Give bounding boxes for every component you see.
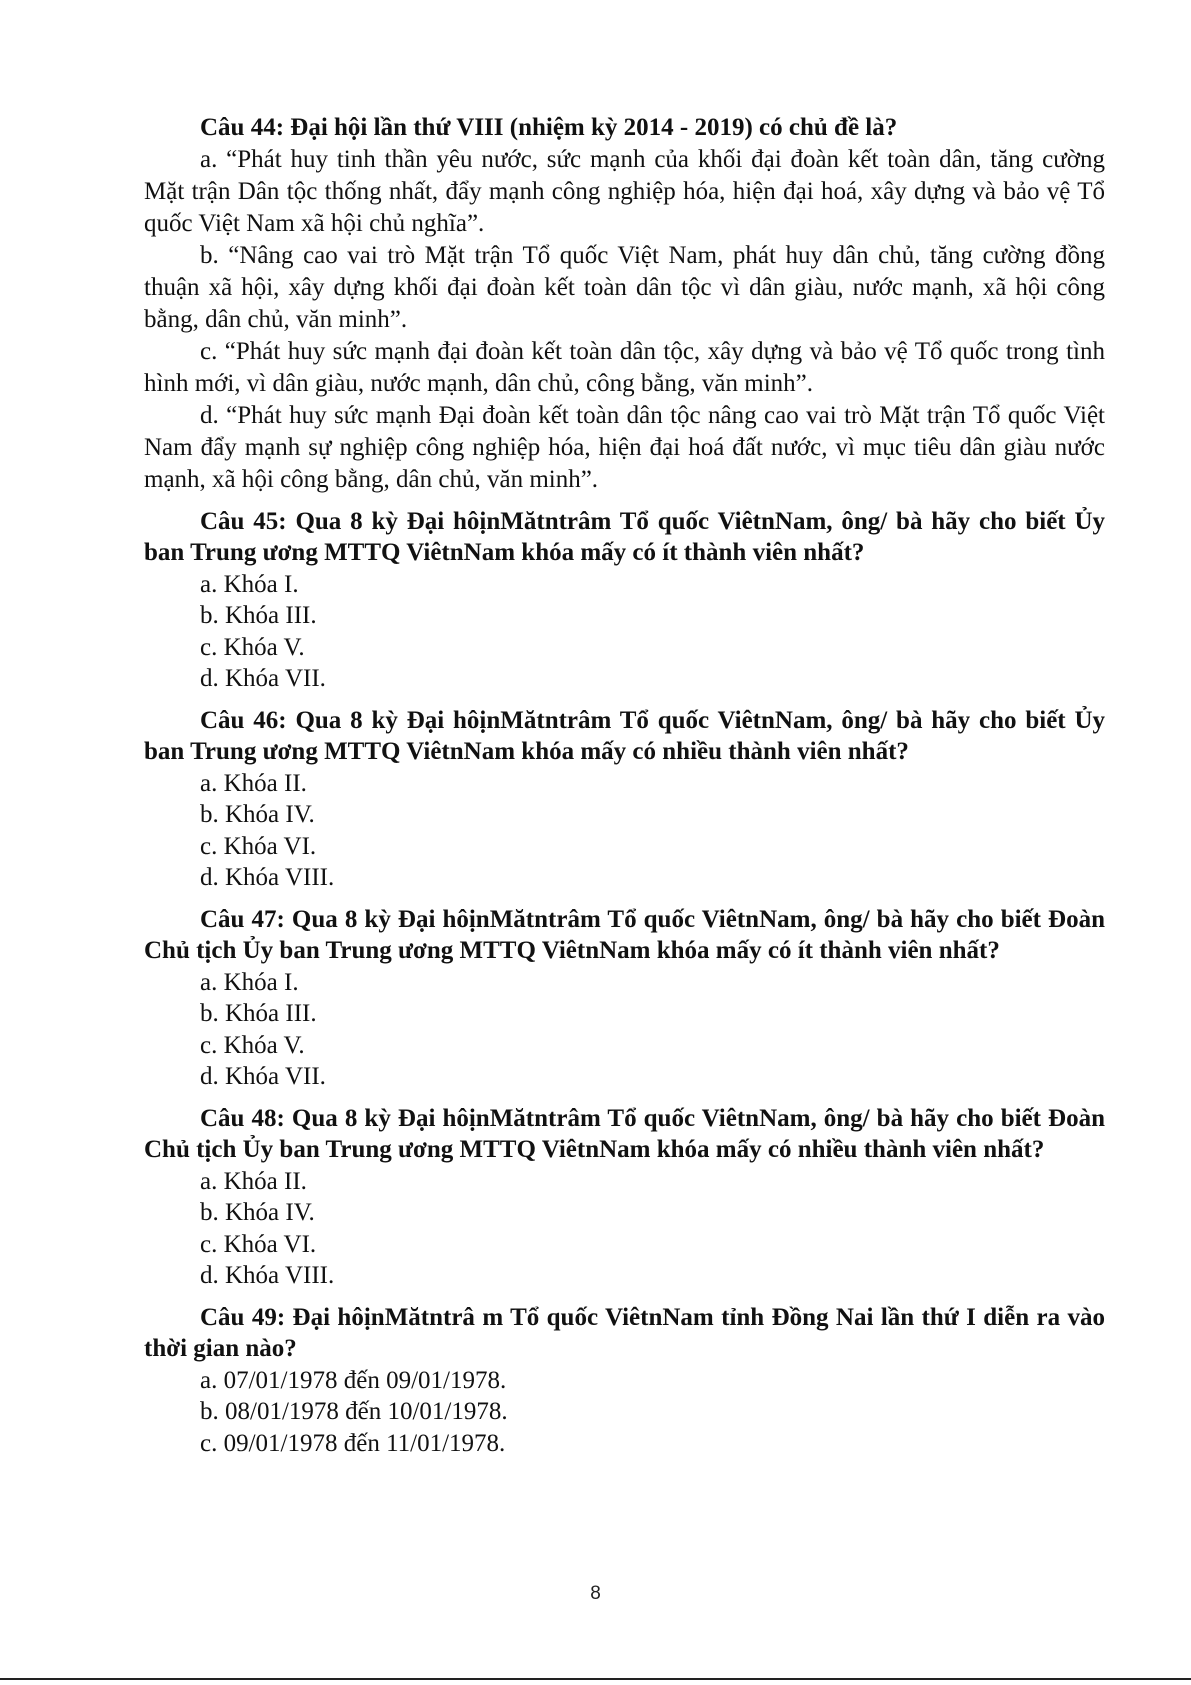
page-number: 8 xyxy=(590,1583,601,1604)
question-44-title: Câu 44: Đại hội lần thứ VIII (nhiệm kỳ 2014 - 2019) có chủ đề là? xyxy=(200,114,898,141)
question-47-option-d: d. Khóa VII. xyxy=(200,1063,326,1090)
question-47-title: Câu 47: Qua 8 kỳ Đại hôịnMătntrâm Tổ quốc ViêtnNam, ông/ bà hãy cho biết Đoàn Chủ tịch Ủy ban Trung ương MTTQ ViêtnNam khóa mấy có ít thành viên nhất? xyxy=(144,905,1105,964)
question-48-option-b: b. Khóa IV. xyxy=(200,1199,315,1226)
question-49-option-b: b. 08/01/1978 đến 10/01/1978. xyxy=(200,1398,508,1425)
question-49-option-c: c. 09/01/1978 đến 11/01/1978. xyxy=(200,1429,506,1457)
question-47-option-a: a. Khóa I. xyxy=(200,968,299,996)
question-47-option-b: b. Khóa III. xyxy=(200,1000,317,1027)
question-45-option-a: a. Khóa I. xyxy=(200,570,299,598)
question-45-option-b: b. Khóa III. xyxy=(200,602,317,629)
page-content xyxy=(144,112,1105,1459)
question-44-option-c: c. “Phát huy sức mạnh đại đoàn kết toàn dân tộc, xây dựng và bảo vệ Tổ quốc trong tình hình mới, vì dân giàu, nước mạnh, dân chủ, công bằng, văn minh”. xyxy=(144,337,1105,397)
question-45-option-c: c. Khóa V. xyxy=(200,633,305,661)
question-47-option-c: c. Khóa V. xyxy=(200,1031,305,1059)
question-44-option-a: a. “Phát huy tinh thần yêu nước, sức mạnh của khối đại đoàn kết toàn dân, tăng cường Mặt trận Dân tộc thống nhất, đẩy mạnh công nghiệp hóa, hiện đại hoá, xây dựng và bảo vệ Tổ quốc Việt Nam xã hội chủ nghĩa”. xyxy=(144,145,1105,237)
question-49-option-a: a. 07/01/1978 đến 09/01/1978. xyxy=(200,1366,507,1394)
question-45-option-d: d. Khóa VII. xyxy=(200,665,326,692)
question-49-title: Câu 49: Đại hôịnMătntrâ m Tổ quốc ViêtnNam tỉnh Đồng Nai lần thứ I diễn ra vào thời gian nào? xyxy=(144,1303,1105,1362)
question-44-option-b: b. “Nâng cao vai trò Mặt trận Tổ quốc Việt Nam, phát huy dân chủ, tăng cường đồng thuận xã hội, xây dựng khối đại đoàn kết toàn dân tộc vì dân giàu, nước mạnh, xã hội công bằng, dân chủ, văn minh”. xyxy=(144,241,1105,333)
question-48-option-a: a. Khóa II. xyxy=(200,1167,307,1195)
question-48-title: Câu 48: Qua 8 kỳ Đại hôịnMătntrâm Tổ quốc ViêtnNam, ông/ bà hãy cho biết Đoàn Chủ tịch Ủy ban Trung ương MTTQ ViêtnNam khóa mấy có nhiều thành viên nhất? xyxy=(144,1104,1105,1163)
question-48-option-d: d. Khóa VIII. xyxy=(200,1262,335,1289)
question-45-title: Câu 45: Qua 8 kỳ Đại hôịnMătntrâm Tổ quốc ViêtnNam, ông/ bà hãy cho biết Ủy ban Trung ương MTTQ ViêtnNam khóa mấy có ít thành viên nhất? xyxy=(144,507,1105,566)
question-48-option-c: c. Khóa VI. xyxy=(200,1230,317,1258)
bottom-rule xyxy=(0,1678,1191,1680)
question-46-option-b: b. Khóa IV. xyxy=(200,801,315,828)
question-46-title: Câu 46: Qua 8 kỳ Đại hôịnMătntrâm Tổ quốc ViêtnNam, ông/ bà hãy cho biết Ủy ban Trung ương MTTQ ViêtnNam khóa mấy có nhiều thành viên nhất? xyxy=(144,706,1105,765)
question-46-option-c: c. Khóa VI. xyxy=(200,832,317,860)
question-44-option-d: d. “Phát huy sức mạnh Đại đoàn kết toàn dân tộc nâng cao vai trò Mặt trận Tổ quốc Việt Nam đẩy mạnh sự nghiệp công nghiệp hóa, hiện đại hoá đất nước, vì mục tiêu dân giàu nước mạnh, xã hội công bằng, dân chủ, văn minh”. xyxy=(144,401,1105,493)
question-46-option-a: a. Khóa II. xyxy=(200,769,307,797)
question-46-option-d: d. Khóa VIII. xyxy=(200,864,335,891)
